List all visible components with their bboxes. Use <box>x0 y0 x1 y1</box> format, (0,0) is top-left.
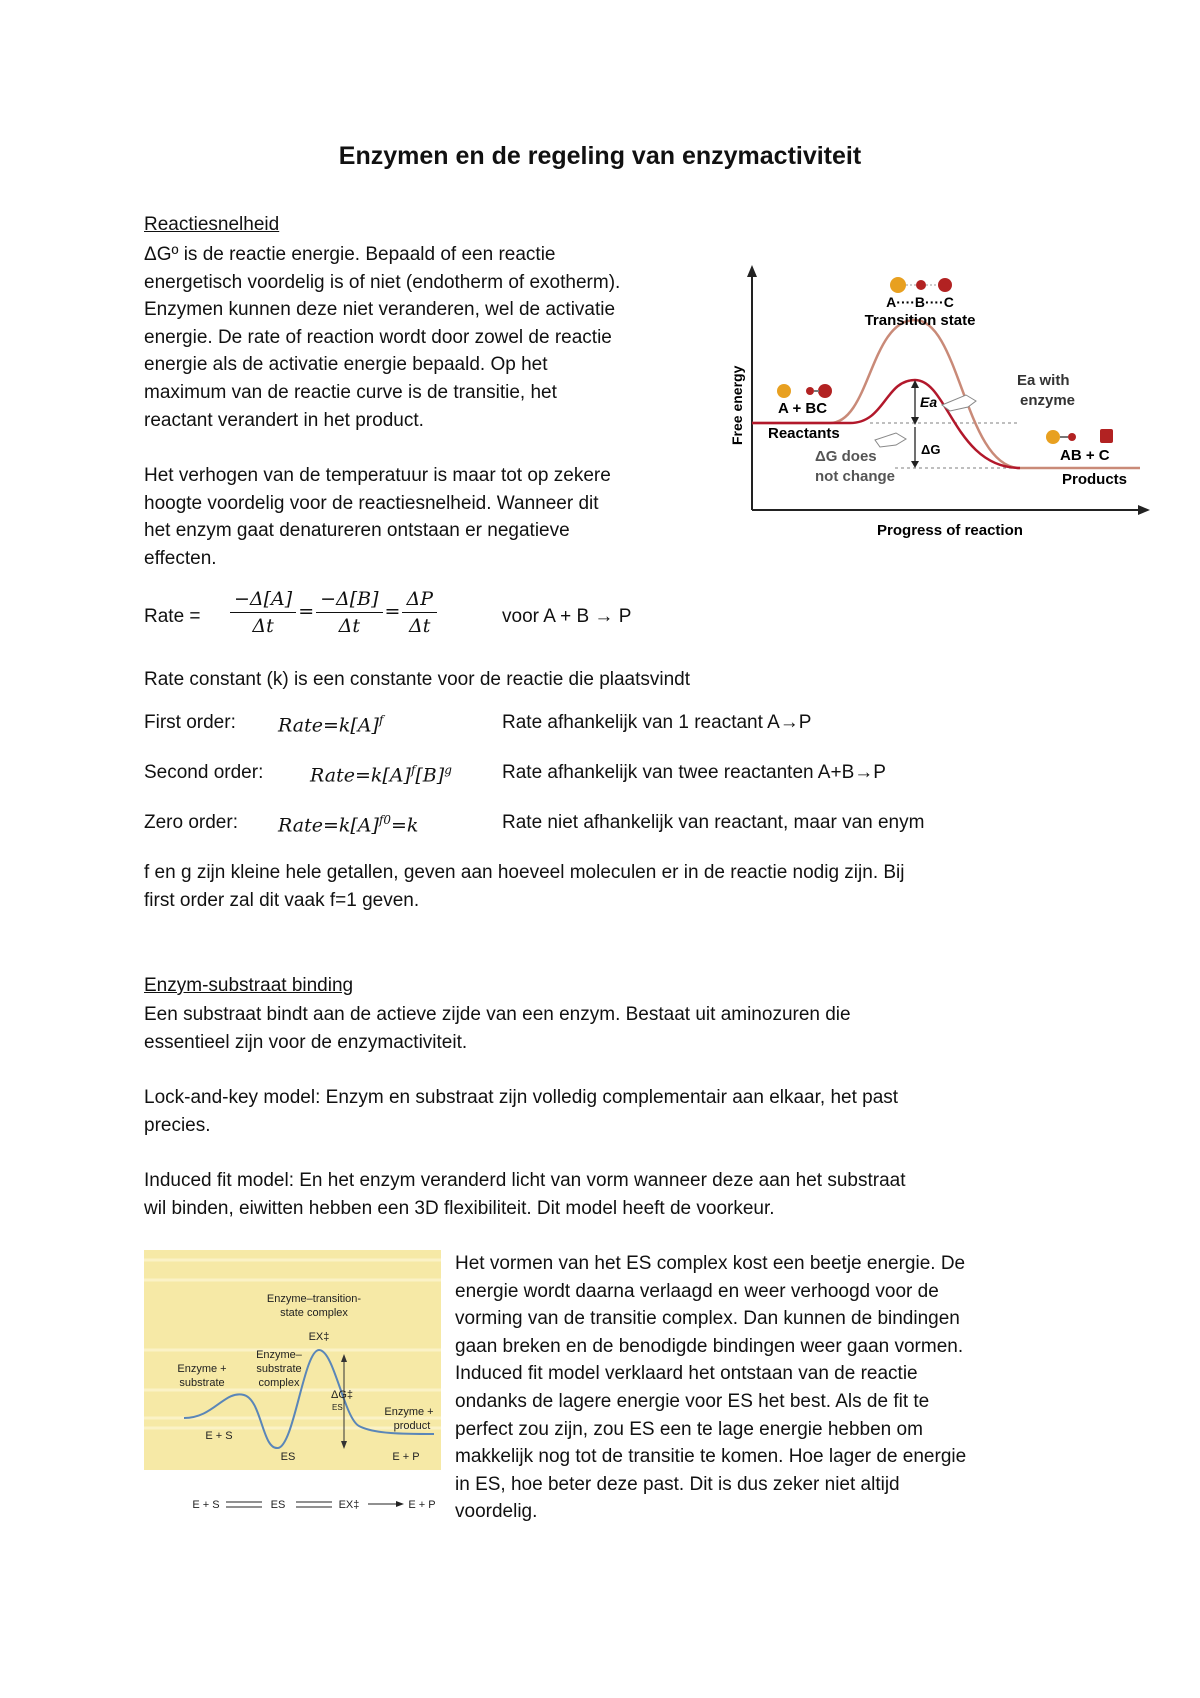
ea-arrow-tail-icon <box>911 417 919 425</box>
order-formula <box>310 763 452 786</box>
formula-text: Rate=k[A] <box>310 764 411 787</box>
text-line: energetisch voordelig is of niet (endotherm of exotherm). <box>144 271 621 293</box>
text-line: ondanks de lagere energie voor ES het best. Als de fit te <box>455 1390 930 1412</box>
section-heading-enzym-substraat: Enzym-substraat binding <box>144 975 354 996</box>
reactants-formula: A + BC <box>778 400 828 417</box>
text-line: Lock-and-key model: Enzym en substraat zijn volledig complementair aan elkaar, het past <box>144 1087 899 1108</box>
reactants-label: Reactants <box>768 425 840 442</box>
text-line: effecten. <box>144 547 217 569</box>
fraction-a <box>230 588 296 637</box>
atom-c-icon <box>1100 429 1113 443</box>
text-line: Induced fit model verklaard het ontstaan van de reactie <box>455 1363 918 1385</box>
denominator: Δt <box>409 615 431 637</box>
reaction-e-plus-p: E + P <box>408 1499 436 1511</box>
es-complex-label: complex <box>258 1377 300 1389</box>
fg-paragraph <box>144 859 1064 914</box>
x-axis-arrow-icon <box>1138 505 1150 515</box>
order-description: Rate afhankelijk van 1 reactant A→P <box>502 712 812 733</box>
text-line: f en g zijn kleine hele getallen, geven aan hoeveel moleculen er in de reactie nodig zijn. Bij <box>144 862 905 883</box>
text-line: Enzymen kunnen deze niet veranderen, wel de activatie <box>144 299 616 321</box>
pointing-hand-icon <box>942 395 976 411</box>
rate-constant-text: Rate constant (k) is een constante voor de reactie die plaatsvindt <box>144 669 691 690</box>
text-line: perfect zou zijn, zou ES een te lage energie hebben om <box>455 1418 923 1440</box>
text-line: Induced fit model: En het enzym veranderd licht van vorm wanneer deze aan het substraat <box>144 1170 906 1191</box>
text-line: Het vormen van het ES complex kost een beetje energie. De <box>455 1253 966 1274</box>
atom-a-icon <box>777 384 791 398</box>
order-formula <box>278 713 383 736</box>
dg-does-label: ΔG does <box>815 448 877 465</box>
es-label: ES <box>280 1451 296 1463</box>
formula-exponent: g <box>444 763 452 777</box>
temperature-paragraph <box>144 462 724 572</box>
pointing-hand-icon <box>875 433 906 447</box>
transition-complex-label: state complex <box>280 1307 348 1319</box>
order-label: First order: <box>144 712 236 733</box>
atom-c-icon <box>818 384 832 398</box>
rate-equation <box>144 588 1044 644</box>
fraction-p <box>402 588 437 637</box>
numerator: −Δ[B] <box>316 588 382 613</box>
formula-exponent: f <box>410 763 416 777</box>
formula-exponent: f0 <box>378 813 392 827</box>
formula-text: Rate=k[A] <box>278 714 379 737</box>
text-line: energie als de activatie energie bepaald. Op het <box>144 354 548 376</box>
e-plus-s-label: E + S <box>205 1430 233 1442</box>
es-complex-label: substrate <box>256 1363 302 1375</box>
text-line: ΔGº is de reactie energie. Bepaald of een reactie <box>144 244 556 265</box>
x-axis-label: Progress of reaction <box>877 522 1023 539</box>
formula-exponent: f <box>378 713 384 727</box>
text-line: essentieel zijn voor de enzymactiviteit. <box>144 1031 468 1053</box>
text-line: makkelijk nog tot de transitie te komen. Hoe lager de energie <box>455 1446 967 1468</box>
text-line: vorming van de transitie complex. Dan kunnen de bindingen <box>455 1308 960 1330</box>
enzyme-substrate-label: substrate <box>179 1377 225 1389</box>
order-description: Rate niet afhankelijk van reactant, maar van enym <box>502 812 925 833</box>
text-line: Het verhogen van de temperatuur is maar tot op zekere <box>144 465 611 486</box>
rate-formula: $\frac{-\Delta[A]}{\Delta t}$ = $\frac{-\Delta[B]}{\Delta t}$ = $\frac{\Delta P}{\Delta t}$ <box>228 588 439 637</box>
atom-b-icon <box>916 280 926 290</box>
reaction-energy-paragraph <box>144 241 724 434</box>
dg-symbol: ΔG <box>921 442 941 457</box>
fraction-b <box>316 588 382 637</box>
atom-a-icon <box>1046 430 1060 444</box>
y-axis-arrow-icon <box>747 265 757 277</box>
order-label: Zero order: <box>144 812 238 833</box>
enzyme-substrate-label: Enzyme + <box>177 1363 227 1375</box>
text-line: reactant verandert in het product. <box>144 409 424 431</box>
e-plus-p-label: E + P <box>392 1451 420 1463</box>
text-line: gaan breken en de benodigde bindingen weer gaan vormen. <box>455 1335 964 1357</box>
lock-and-key-paragraph <box>144 1084 1064 1139</box>
section-heading-reactiesnelheid: Reactiesnelheid <box>144 214 280 235</box>
formula-text: Rate=k[A] <box>278 814 379 837</box>
formula-text: =k <box>391 814 419 837</box>
text-line: energie wordt daarna verlaagd en weer verhoogd voor de <box>455 1280 939 1302</box>
dg-label: ΔG‡ <box>331 1389 354 1401</box>
text-line: voordelig. <box>455 1501 538 1523</box>
reaction-e-plus-s: E + S <box>192 1499 220 1511</box>
numerator: ΔP <box>402 588 437 613</box>
text-line: wil binden, eiwitten hebben een 3D flexibiliteit. Dit model heeft de voorkeur. <box>144 1197 775 1219</box>
denominator: Δt <box>338 615 360 637</box>
catalyzed-reaction-curve <box>752 380 1020 468</box>
ea-with-label: Ea with <box>1017 372 1070 389</box>
order-row-zero <box>144 812 1044 852</box>
free-energy-diagram <box>720 255 1160 550</box>
reaction-arrow-icon <box>396 1501 404 1507</box>
ex-label: EX‡ <box>308 1331 330 1343</box>
text-line: het enzym gaat denatureren ontstaan er negatieve <box>144 520 570 542</box>
formula-text: [B] <box>415 764 445 787</box>
text-line: precies. <box>144 1114 211 1136</box>
enzyme-substrate-energy-diagram <box>144 1250 444 1520</box>
dg-arrow-head-icon <box>911 461 919 468</box>
transition-complex-label: Enzyme–transition- <box>266 1293 362 1305</box>
order-row-first <box>144 712 1044 752</box>
enzyme-product-label: product <box>393 1420 431 1432</box>
binding-intro-paragraph <box>144 1001 1064 1056</box>
rate-equation-note: voor A + B → P <box>502 606 632 627</box>
text-line: hoogte voordelig voor de reactiesnelheid. Wanneer dit <box>144 492 599 514</box>
order-row-second <box>144 762 1044 802</box>
transition-state-label: Transition state <box>864 312 976 329</box>
text-line: in ES, hoe beter deze past. Dit is dus zeker niet altijd <box>455 1473 900 1495</box>
transition-complex-label: A····B····C <box>886 294 954 310</box>
reaction-ex: EX‡ <box>338 1499 360 1511</box>
es-complex-paragraph <box>455 1250 1075 1526</box>
enzyme-product-label: Enzyme + <box>384 1406 434 1418</box>
es-complex-label: Enzyme– <box>256 1349 302 1361</box>
text-line: Een substraat bindt aan de actieve zijde van een enzym. Bestaat uit aminozuren die <box>144 1004 851 1025</box>
text-line: energie. De rate of reaction wordt door zowel de reactie <box>144 326 612 348</box>
enzyme-label: enzyme <box>1020 392 1076 409</box>
atom-b-icon <box>1068 433 1076 441</box>
not-change-label: not change <box>815 468 896 485</box>
order-formula <box>278 813 418 836</box>
y-axis-label: Free energy <box>729 365 745 445</box>
products-formula: AB + C <box>1060 447 1110 464</box>
rate-equation-label: Rate = <box>144 606 201 627</box>
order-description: Rate afhankelijk van twee reactanten A+B→P <box>502 762 886 783</box>
text-line: first order zal dit vaak f=1 geven. <box>144 889 420 911</box>
numerator: −Δ[A] <box>230 588 296 613</box>
denominator: Δt <box>252 615 274 637</box>
order-label: Second order: <box>144 762 264 783</box>
text-line: maximum van de reactie curve is de transitie, het <box>144 381 557 403</box>
page-title: Enzymen en de regeling van enzymactiviteit <box>338 142 862 170</box>
atom-c-icon <box>938 278 952 292</box>
products-label: Products <box>1062 471 1128 488</box>
dg-subscript: ES <box>332 1403 343 1412</box>
reaction-es: ES <box>270 1499 286 1511</box>
ea-symbol: Ea <box>920 394 938 410</box>
atom-a-icon <box>890 277 906 293</box>
atom-b-icon <box>806 387 814 395</box>
induced-fit-paragraph <box>144 1167 1064 1222</box>
